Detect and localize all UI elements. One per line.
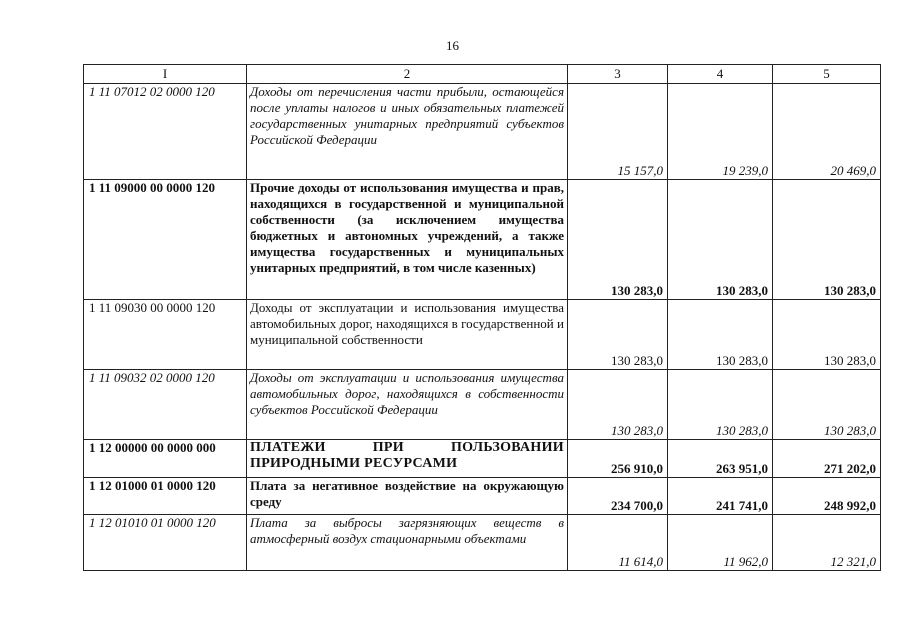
- row-value-col5: 12 321,0: [773, 515, 881, 571]
- row-value-col4: 11 962,0: [668, 515, 773, 571]
- row-value-col5: 248 992,0: [773, 478, 881, 515]
- row-value-col4: 130 283,0: [668, 300, 773, 370]
- row-value-col5: 130 283,0: [773, 370, 881, 440]
- row-description: ПЛАТЕЖИ ПРИ ПОЛЬЗОВАНИИ ПРИРОДНЫМИ РЕСУРСАМИ: [247, 440, 568, 478]
- row-value-col5: 271 202,0: [773, 440, 881, 478]
- row-code: 1 11 09032 02 0000 120: [84, 370, 247, 440]
- row-value-col5: 130 283,0: [773, 300, 881, 370]
- row-value-col4: 130 283,0: [668, 180, 773, 300]
- row-value-col3: 130 283,0: [568, 300, 668, 370]
- table-row: [84, 180, 881, 300]
- row-value-col5: 20 469,0: [773, 84, 881, 180]
- budget-revenue-table: [83, 64, 881, 571]
- row-description: Плата за негативное воздействие на окружающую среду: [247, 478, 568, 515]
- row-description: Доходы от эксплуатации и использования имущества автомобильных дорог, находящихся в государственной и муниципальной собственности: [247, 300, 568, 370]
- row-value-col5: 130 283,0: [773, 180, 881, 300]
- row-description: Доходы от перечисления части прибыли, остающейся после уплаты налогов и иных обязательных платежей государственных унитарных предприятий субъектов Российской Федерации: [247, 84, 568, 180]
- table-row: [84, 478, 881, 515]
- row-code: 1 11 09030 00 0000 120: [84, 300, 247, 370]
- row-value-col3: 130 283,0: [568, 370, 668, 440]
- table-row: [84, 515, 881, 571]
- row-value-col4: 241 741,0: [668, 478, 773, 515]
- table-header-row: [84, 65, 881, 84]
- column-header-5: 5: [773, 65, 881, 84]
- table-row: [84, 84, 881, 180]
- column-header-4: 4: [668, 65, 773, 84]
- column-header-2: 2: [247, 65, 568, 84]
- row-value-col3: 256 910,0: [568, 440, 668, 478]
- row-description: Плата за выбросы загрязняющих веществ в атмосферный воздух стационарными объектами: [247, 515, 568, 571]
- row-value-col3: 15 157,0: [568, 84, 668, 180]
- column-header-1: I: [84, 65, 247, 84]
- table-row: [84, 440, 881, 478]
- row-description: Доходы от эксплуатации и использования имущества автомобильных дорог, находящихся в собственности субъектов Российской Федерации: [247, 370, 568, 440]
- row-value-col4: 263 951,0: [668, 440, 773, 478]
- row-value-col4: 130 283,0: [668, 370, 773, 440]
- row-code: 1 11 07012 02 0000 120: [84, 84, 247, 180]
- row-value-col3: 234 700,0: [568, 478, 668, 515]
- row-value-col3: 11 614,0: [568, 515, 668, 571]
- column-header-3: 3: [568, 65, 668, 84]
- row-value-col3: 130 283,0: [568, 180, 668, 300]
- row-value-col4: 19 239,0: [668, 84, 773, 180]
- row-description: Прочие доходы от использования имущества и прав, находящихся в государственной и муниципальной собственности (за исключением имущества бюджетных и автономных учреждений, а также имущества государственных и муниципальных унитарных предприятий, в том числе казенных): [247, 180, 568, 300]
- row-code: 1 12 01010 01 0000 120: [84, 515, 247, 571]
- row-code: 1 11 09000 00 0000 120: [84, 180, 247, 300]
- table-row: [84, 370, 881, 440]
- page-number: 16: [446, 38, 459, 53]
- table-row: [84, 300, 881, 370]
- row-code: 1 12 01000 01 0000 120: [84, 478, 247, 515]
- row-code: 1 12 00000 00 0000 000: [84, 440, 247, 478]
